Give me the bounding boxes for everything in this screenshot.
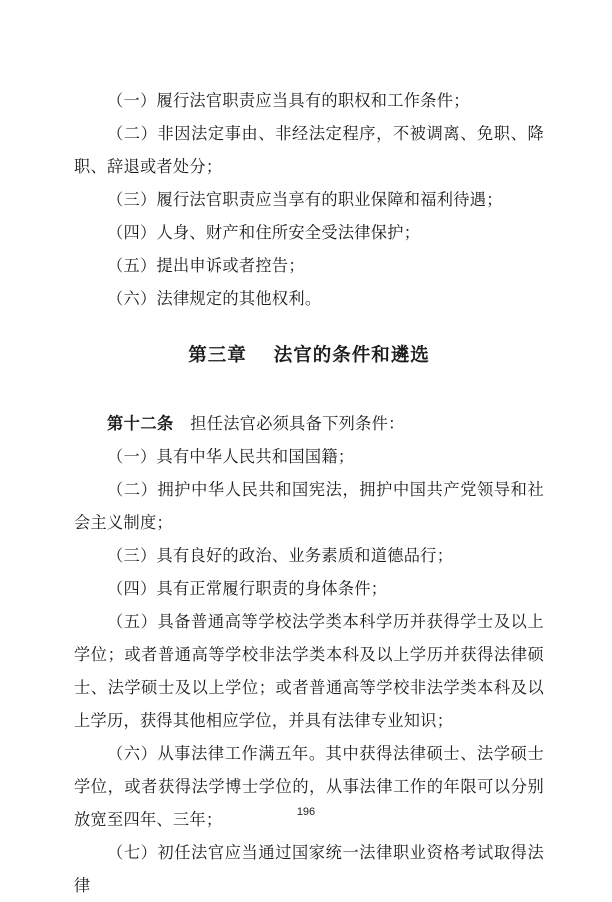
- condition-item-4: （四）具有正常履行职责的身体条件；: [107, 579, 388, 598]
- condition-item-2: （二）拥护中华人民共和国宪法，拥护中国共产党领导和社会主义制度；: [74, 480, 544, 532]
- article-intro: 担任法官必须具备下列条件：: [190, 414, 405, 433]
- condition-item-1: （一）具有中华人民共和国国籍；: [107, 447, 355, 466]
- condition-item-3: （三）具有良好的政治、业务素质和道德品行；: [107, 546, 454, 565]
- page-content: [74, 84, 544, 902]
- condition-item-6: （六）从事法律工作满五年。其中获得法律硕士、法学硕士学位，或者获得法学博士学位的，从事法律工作的年限可以分别放宽至四年、三年；: [74, 744, 544, 829]
- rights-item-1: （一）履行法官职责应当具有的职权和工作条件；: [107, 91, 470, 110]
- rights-item-4: （四）人身、财产和住所安全受法律保护；: [107, 223, 421, 242]
- page-number: 196: [296, 806, 316, 818]
- rights-item-6: （六）法律规定的其他权利。: [107, 289, 322, 308]
- condition-item-7: （七）初任法官应当通过国家统一法律职业资格考试取得法律: [74, 843, 544, 895]
- condition-item-5: （五）具备普通高等学校法学类本科学历并获得学士及以上学位；或者普通高等学校非法学类本科及以上学历并获得法律硕士、法学硕士及以上学位；或者普通高等学校非法学类本科及以上学历，获得其他相应学位，并具有法律专业知识；: [74, 612, 544, 730]
- chapter-heading: 第三章 法官的条件和遴选: [188, 345, 430, 366]
- article-heading: [74, 407, 544, 440]
- article-number: 第十二条: [107, 414, 174, 433]
- rights-item-2: （二）非因法定事由、非经法定程序，不被调离、免职、降职、辞退或者处分；: [74, 124, 544, 176]
- rights-item-3: （三）履行法官职责应当享有的职业保障和福利待遇；: [107, 190, 503, 209]
- rights-item-5: （五）提出申诉或者控告；: [107, 256, 305, 275]
